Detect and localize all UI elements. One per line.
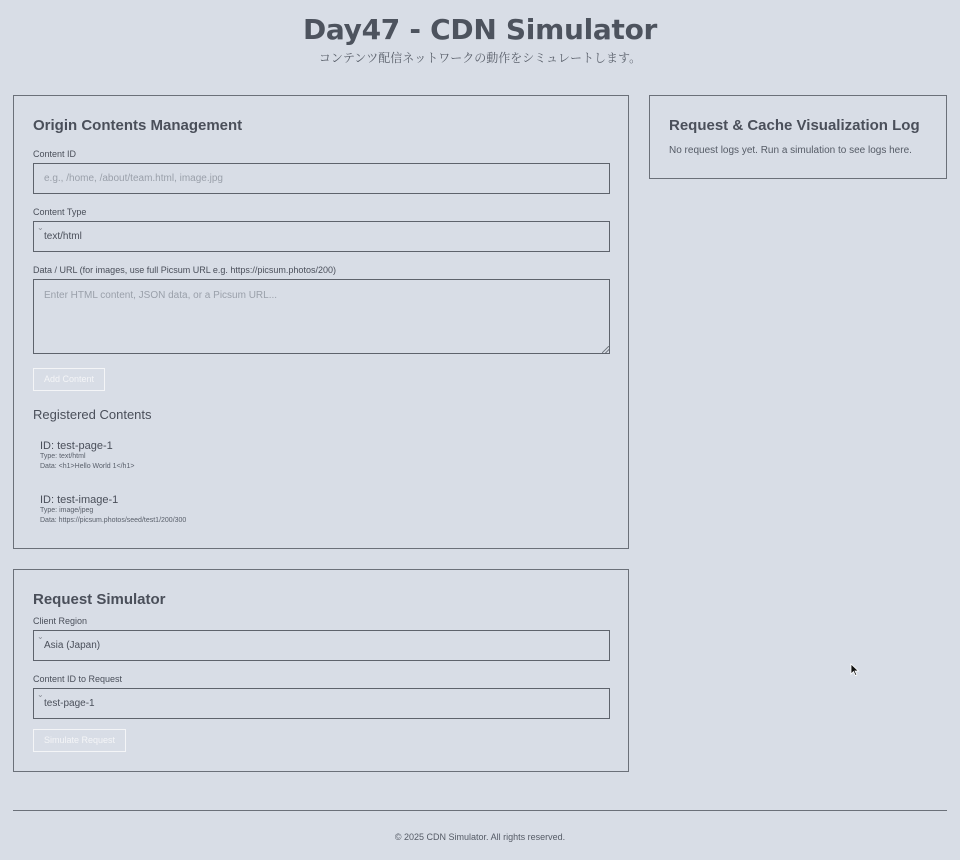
- page-subtitle: コンテンツ配信ネットワークの動作をシミュレートします。: [318, 51, 642, 65]
- content-item-type: Type: image/jpeg: [40, 507, 94, 514]
- content-id-request-value: test-page-1: [44, 698, 95, 709]
- resize-handle-icon[interactable]: [602, 346, 609, 353]
- client-region-select[interactable]: [33, 630, 610, 661]
- simulate-request-button[interactable]: Simulate Request: [33, 729, 126, 752]
- content-id-input[interactable]: [33, 163, 610, 194]
- content-id-request-label: Content ID to Request: [33, 674, 123, 684]
- log-empty-message: No request logs yet. Run a simulation to see logs here.: [669, 145, 912, 156]
- content-id-request-select[interactable]: [33, 688, 610, 719]
- request-panel-title: Request Simulator: [33, 591, 166, 608]
- content-item-data: Data: <h1>Hello World 1</h1>: [40, 463, 135, 470]
- content-id-label: Content ID: [33, 149, 77, 159]
- origin-panel-title: Origin Contents Management: [33, 117, 243, 134]
- request-log-panel: [649, 95, 947, 179]
- content-item-id: ID: test-page-1: [40, 440, 113, 452]
- content-item-id: ID: test-image-1: [40, 494, 119, 506]
- content-type-select[interactable]: [33, 221, 610, 252]
- add-content-button[interactable]: Add Content: [33, 368, 105, 391]
- data-url-label: Data / URL (for images, use full Picsum URL e.g. https://picsum.photos/200): [33, 265, 336, 275]
- client-region-value: Asia (Japan): [44, 640, 101, 651]
- chevron-down-icon: ⌄: [37, 223, 44, 232]
- content-item-type: Type: text/html: [40, 453, 86, 460]
- client-region-label: Client Region: [33, 616, 88, 626]
- origin-contents-panel: [13, 95, 629, 549]
- list-item: [33, 440, 609, 472]
- footer-divider: [13, 810, 947, 811]
- chevron-down-icon: ⌄: [37, 632, 44, 641]
- content-type-value: text/html: [44, 231, 82, 242]
- registered-contents-title: Registered Contents: [33, 407, 152, 422]
- mouse-pointer-icon: [850, 663, 860, 677]
- page-header: [0, 12, 960, 66]
- content-type-label: Content Type: [33, 207, 87, 217]
- list-item: [33, 494, 609, 526]
- page-title: Day47 - CDN Simulator: [302, 13, 658, 46]
- request-simulator-panel: [13, 569, 629, 772]
- log-panel-title: Request & Cache Visualization Log: [669, 117, 920, 134]
- footer-copyright: © 2025 CDN Simulator. All rights reserved.: [394, 832, 566, 842]
- content-item-data: Data: https://picsum.photos/seed/test1/200/300: [40, 517, 187, 524]
- data-url-textarea[interactable]: [33, 279, 610, 354]
- chevron-down-icon: ⌄: [37, 690, 44, 699]
